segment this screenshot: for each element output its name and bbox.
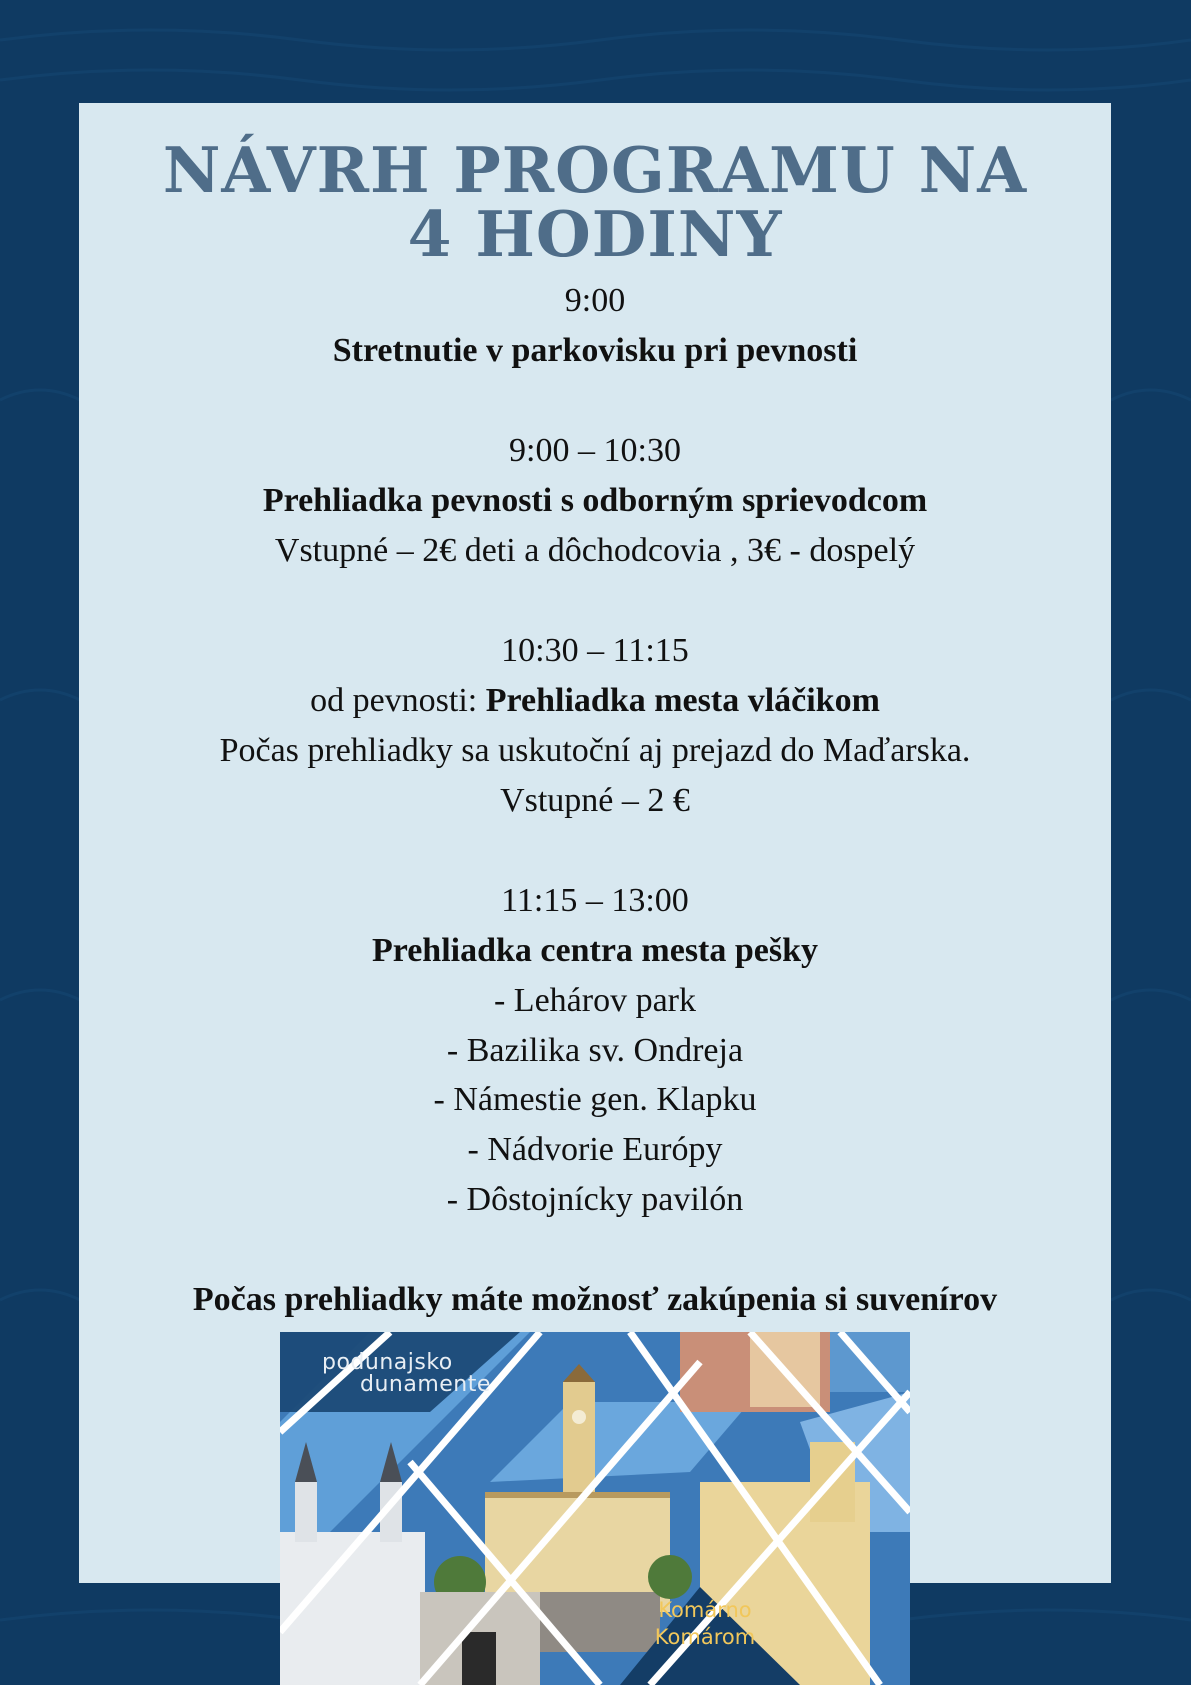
time-slot-2: 9:00 – 10:30 <box>509 432 681 469</box>
activity-3-line <box>79 681 1111 721</box>
time-slot-3: 10:30 – 11:15 <box>501 632 689 669</box>
page-title <box>79 133 1111 271</box>
place-line-2: Komárom <box>654 1625 756 1649</box>
brand-logo <box>322 1352 491 1396</box>
time-slot-4: 11:15 – 13:00 <box>501 882 689 919</box>
komarno-photo-collage <box>280 1332 910 1685</box>
stop-item: - Lehárov park <box>493 982 696 1019</box>
activity-1: Stretnutie v parkovisku pri pevnosti <box>332 332 858 369</box>
souvenir-note: Počas prehliadky máte možnosť zakúpenia si suvenírov <box>192 1281 998 1318</box>
stop-item: - Dôstojnícky pavilón <box>446 1181 744 1218</box>
title-line-2: 4 HODINY <box>407 197 783 271</box>
title-line-1: NÁVRH PROGRAMU NA <box>162 133 1028 207</box>
time-slot-1: 9:00 <box>564 282 626 319</box>
activity-3-prefix: od pevnosti: <box>310 682 486 719</box>
price-note-2: Vstupné – 2€ deti a dôchodcovia , 3€ - dospelý <box>274 532 916 569</box>
stop-item: - Nádvorie Európy <box>467 1131 723 1168</box>
activity-2: Prehliadka pevnosti s odborným sprievodcom <box>262 482 928 519</box>
activity-3: Prehliadka mesta vláčikom <box>485 682 880 719</box>
place-line-1: Komárno <box>658 1598 752 1622</box>
place-name <box>635 1597 775 1651</box>
note-3: Počas prehliadky sa uskutoční aj prejazd do Maďarska. <box>219 732 971 769</box>
stop-item: - Bazilika sv. Ondreja <box>446 1032 744 1069</box>
brand-line-1: podunajsko <box>322 1350 453 1375</box>
price-note-3: Vstupné – 2 € <box>500 782 690 819</box>
brand-line-2: dunamente <box>360 1372 491 1397</box>
stop-item: - Námestie gen. Klapku <box>433 1081 757 1118</box>
activity-4: Prehliadka centra mesta pešky <box>371 932 819 969</box>
